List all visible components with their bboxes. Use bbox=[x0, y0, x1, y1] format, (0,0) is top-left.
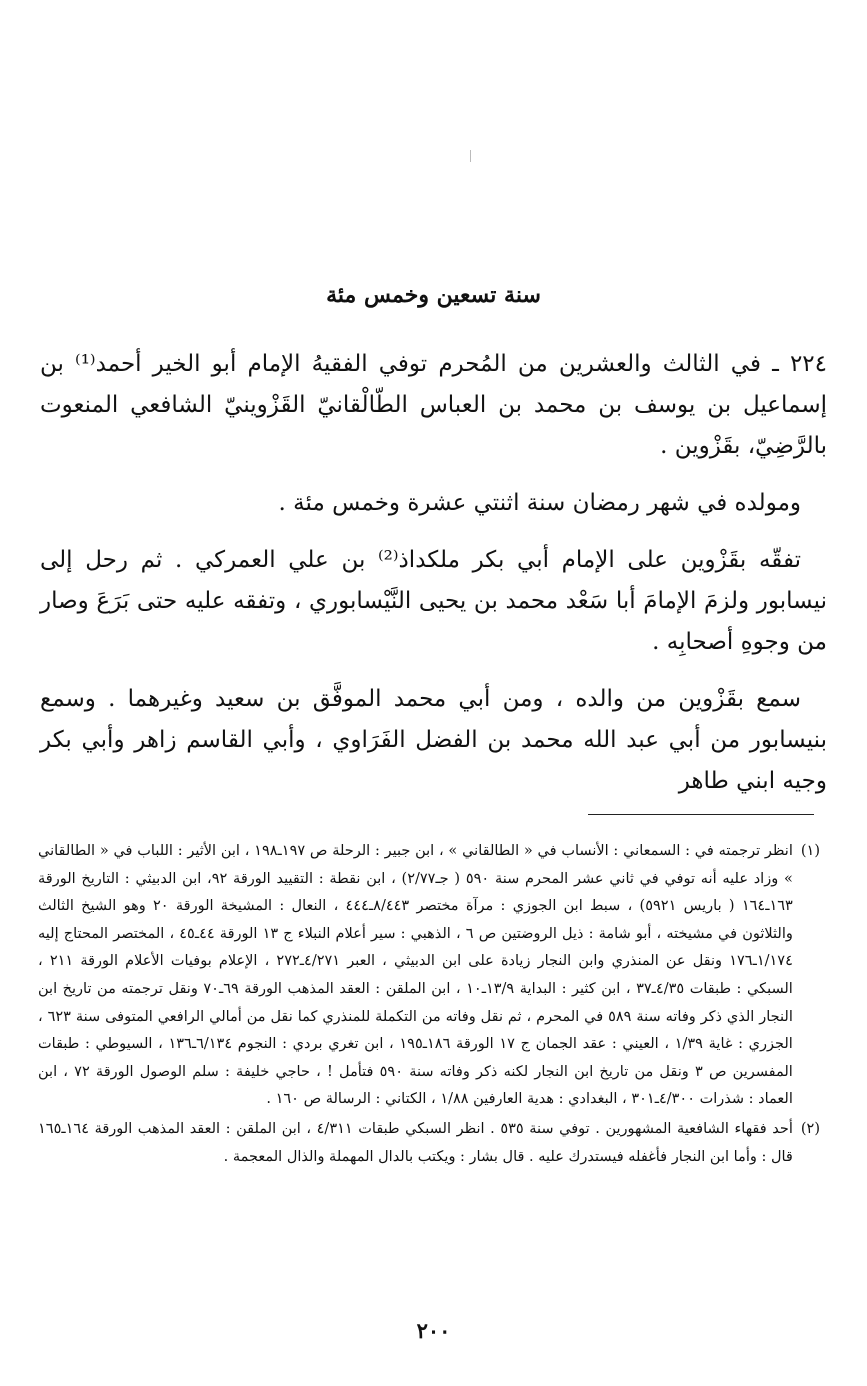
footnotes bbox=[38, 838, 820, 1173]
study-paragraph: تفقّه بقَزْوين على الإمام أبي بكر ملكداذ⁽²⁾ بن علي العمركي . ثم رحل إلى نيسابور ولزمَ الإمامَ أبا سَعْد محمد بن يحيى النَّيْسابوري ، وتفقه عليه حتى بَرَعَ وصار من وجوهِ أصحابِه . bbox=[40, 547, 827, 655]
footnote-1 bbox=[38, 838, 820, 1114]
main-text bbox=[40, 344, 827, 818]
footnote-text: أحد فقهاء الشافعية المشهورين . توفي سنة ٥٣٥ . انظر السبكي طبقات ٤/٣١١ ، ابن الملقن : العقد المذهب الورقة ١٦٤ـ١٦٥ قال : وأما ابن النجار فأغفله فيستدرك عليه . قال بشار : ويكتب بالدال المهملة والذال المعجمة . bbox=[38, 1120, 793, 1165]
footnote-number: (١) bbox=[800, 843, 820, 859]
footnote-number: (٢) bbox=[800, 1120, 820, 1137]
footnote-separator bbox=[588, 814, 814, 815]
birth-paragraph: ومولده في شهر رمضان سنة اثنتي عشرة وخمس مئة . bbox=[278, 490, 801, 516]
footnote-text: انظر ترجمته في : السمعاني : الأنساب في « الطالقاني » ، ابن جبير : الرحلة ص ١٩٧ـ١٩٨ ، ابن الأثير : اللباب في « الطالقاني » وزاد عليه أنه توفي في ثاني عشر المحرم سنة ٥٩٠ ( جـ٢/٧٧) ، ابن نقطة : التقييد الورقة ٩٢، ابن الدبيثي : التاريخ الورقة ١٦٣ـ١٦٤ ( باريس ٥٩٢١) ، سبط ابن الجوزي : مرآة مختصر ٨/٤٤٣ـ٤٤٤ ، النعال : المشيخة الورقة ٢٠ وهو الشيخ الثالث والثلاثون في مشيخته ، أبو شامة : ذيل الروضتين ص ٦ ، الذهبي : سير أعلام النبلاء ج ١٣ الورقة ٤٤ـ٤٥ ، المختصر المحتاج إليه ١/١٧٤ـ١٧٦ ونقل عن المنذري وابن النجار زيادة على ابن الدبيثي ، العبر ٤/٢٧١ـ٢٧٢ ، الإعلام بوفيات الأعلام الورقة ٢١١ ، السبكي : طبقات ٤/٣٥ـ٣٧ ، ابن كثير : البداية ١٣/٩ـ١٠ ، ابن الملقن : العقد المذهب الورقة ٦٩ـ٧٠ ونقل ترجمته من تاريخ ابن النجار الذي ذكر وفاته سنة ٥٨٩ في المحرم ، ثم نقل وفاته من التكملة للمنذري كما نقل من أمالي الرافعي المتوفى سنة ٦٢٣ ، الجزري : غاية ١/٣٩ ، العيني : عقد الجمان ج ١٧ الورقة ١٨٦ـ١٩٥ ، ابن تغري بردي : النجوم ٦/١٣٤ـ١٣٦ ، السيوطي : طبقات المفسرين ص ٣ ونقل من تاريخ ابن النجار لكنه ذكر وفاته سنة ٥٩٠ فتأمل ! ، حاجي خليفة : سلم الوصول الورقة ٧٢ ، ابن العماد : شذرات ٤/٣٠٠ـ٣٠١ ، البغدادي : هدية العارفين ١/٨٨ ، الكتاني : الرسالة ص ١٦٠ . bbox=[38, 843, 793, 1108]
page-number: ٢٠٠ bbox=[416, 1318, 451, 1343]
entry-paragraph: ٢٢٤ ـ في الثالث والعشرين من المُحرم توفي الفقيهُ الإمام أبو الخير أحمد⁽¹⁾ بن إسماعيل بن يوسف بن محمد بن العباس الطّالْقانيّ القَزْوينيّ الشافعي المنعوت بالرَّضِيّ، بقَزْوين . bbox=[40, 351, 827, 459]
hearing-paragraph: سمع بقَزْوين من والده ، ومن أبي محمد الموفَّق بن سعيد وغيرهما . وسمع بنيسابور من أبي عبد الله محمد بن الفضل الفَرَاوي ، وأبي القاسم زاهر وأبي بكر وجيه ابني طاهر bbox=[40, 686, 827, 794]
footnote-2 bbox=[38, 1116, 820, 1171]
scan-mark bbox=[470, 150, 471, 162]
section-heading: سنة تسعين وخمس مئة bbox=[326, 282, 541, 308]
